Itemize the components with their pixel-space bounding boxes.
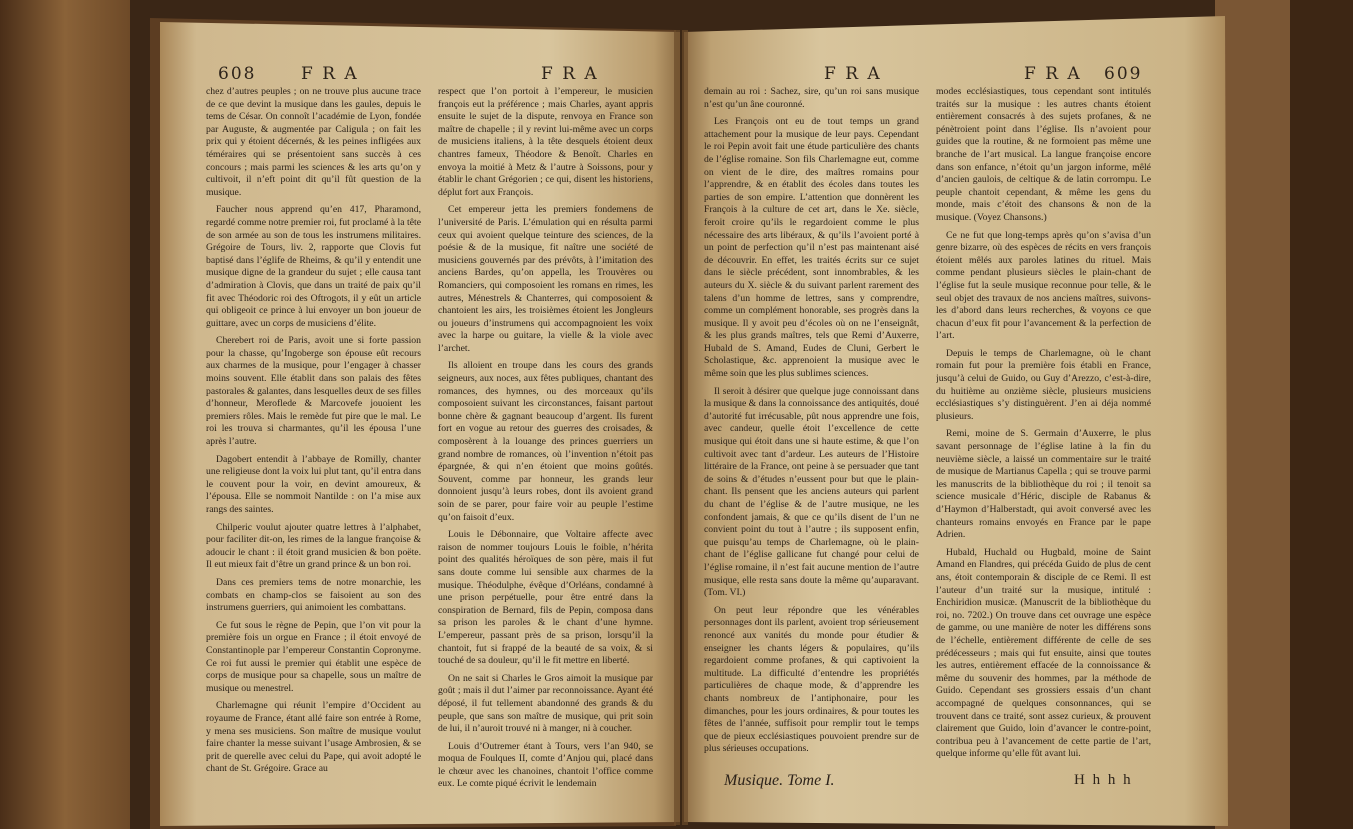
left-column <box>704 86 919 761</box>
paragraph: Depuis le temps de Charlemagne, où le chant romain fut pour la première fois établi en France, jusqu’à celui de Guido, ou Guy d’Arezzo, c’est-à-dire, du huitième au onzième siècle, plusieurs musiciens ecclésiastiques s’y distinguèrent. J’en ai déja nommé plusieurs. <box>936 347 1151 422</box>
running-header-right: F R A <box>1024 64 1082 84</box>
paragraph: Hubald, Huchald ou Hugbald, moine de Saint Amand en Flandres, qui précéda Guido de plus de cent ans, étoit contemporain & disciple de ce Remi. Il est l’auteur d’un traité sur la musique, intitulé : Enchiridion musicæ. (Manuscrit de la bibliothèque du roi, no. 7202.) On trouve dans cet ouvrage une espèce de gamme, ou une manière de noter les différens sons de l’échelle, entièrement différente de celle de ses prédécesseurs ; mais qui fut ensuite, ainsi que toutes les autres, entièrement effacée de la connoissance & même du souvenir des hommes, par la méthode de Guido. Cependant ses grossiers essais d’un chant accompagné de quelques consonnances, qui se trouvent dans ce traité, sont assez curieux, & prouvent clairement que Guido, loin d’avancer le contre-point, contribua peu à l’avancement de cette partie de l’art, quelque informe qu’elle fût avant lui. <box>936 546 1151 760</box>
paragraph: Dagobert entendit à l’abbaye de Romilly, chanter une religieuse dont la voix lui plut tant, qu’il entra dans le couvent pour la voir, en devint amoureux, & l’épousa. Elle se nommoit Nantilde : on l’a mise aux rangs des saintes. <box>206 453 421 515</box>
running-header-right: F R A <box>541 64 599 84</box>
paragraph: chez d’autres peuples ; on ne trouve plus aucune trace de ce que devint la musique dans les gaules, depuis le tems de César. On connoît l’académie de Lyon, fondée par Auguste, & augmentée par Caligula ; on fait les prix qui y étoient décernés, & les peines infligées aux téméraires qui se présentoient sans succès à ces concours ; mais parmi les sciences & les arts qu’on y cultivoit, il n’eft point dit qu’il fût question de la musique. <box>206 86 421 198</box>
paragraph: Chilperic voulut ajouter quatre lettres à l’alphabet, pour faciliter dit-on, les rimes de la langue françoise & adoucir le chant : il étoit grand musicien & bon poëte. Il eut mieux fait d’être un grand prince & un bon roi. <box>206 521 421 571</box>
paragraph: respect que l’on portoit à l’empereur, le musicien françois eut la préférence ; mais Charles, ayant appris ensuite le sujet de la dispute, renvoya en France son maître de chapelle ; il y revint lui-même avec un corps de musiciens italiens, à la tête desquels étoient deux chantres fameux, Théodore & Benoît. Charles en envoya la moitié à Metz & l’autre à Soissons, pour y établir le chant Grégorien ; ce qui, disent les historiens, déplut fort aux François. <box>438 86 653 198</box>
page-number-left: 608 <box>218 64 257 84</box>
paragraph: Dans ces premiers tems de notre monarchie, les combats en champ-clos se faisoient au son des instrumens guerriers, qui animoient les combattans. <box>206 576 421 614</box>
paragraph: Charlemagne qui réunit l’empire d’Occident au royaume de France, étant allé faire son entrée à Rome, y mena ses musiciens. Son maître de musique voulut faire chanter la messe suivant l’usage Ambrosien, & se prit de querelle avec celui du Pape, qui avoit adopté le chant de St. Grégoire. Grace au <box>206 700 421 775</box>
page-number-right: 609 <box>1104 64 1143 84</box>
signature-mark: H h h h <box>1074 772 1133 788</box>
paragraph: Il seroit à désirer que quelque juge connoissant dans la musique & dans la connoissance des antiquités, doué d’autorité fut irrécusable, pût nous apprendre une fois, avec candeur, quelle étoit l’excellence de cette musique qui étoit dans une si haute estime, & que l’on cultivoit avec tant d’ardeur. Les auteurs de l’Histoire littéraire de la France, ont peine à se persuader que tant de soins & d’études n’eussent pour but que le plain-chant. Ils pensent que les anciens auteurs qui parlent du chant de l’église & de l’autre musique, ne les confondent jamais, & que ce qu’ils disent de l’un ne convient point du tout à l’autre ; ils supposent enfin, que puisqu’au temps de Charlemagne, où le plain-chant de l’église gallicane fut changé pour celui de l’église romaine, il n’est fait aucune mention de l’autre musique, elle resta sans doute la même qu’auparavant. (Tom. VI.) <box>704 385 919 599</box>
signature-title: Musique. Tome I. <box>724 772 835 789</box>
right-column <box>936 86 1151 761</box>
paragraph: On peut leur répondre que les vénérables personnages dont ils parlent, avoient trop sérieusement renoncé aux vanités du monde pour étudier & enseigner les chants légers & populaires, qu’ils regardoient comme profanes, & qui captivoient la multitude. La difficulté d’entendre les propriétés particulières de chaque mode, & d’apprendre les chants nombreux de l’antiphonaire, pour les dimanches, pour les jours ordinaires, & pour toutes les fêtes de l’année, suffisoit pour remplir tout le temps que de pieux ecclésiastiques pouvoient prendre sur de plus sérieuses occupations. <box>704 604 919 755</box>
paragraph: Ce ne fut que long-temps après qu’on s’avisa d’un genre bizarre, où des espèces de récits en vers françois étoient mêlés aux paroles latines du rituel. Mais comme pendant plusieurs siècles le plain-chant de l’église fut la seule musique reconnue pour telle, & le seul objet des travaux de nos anciens maîtres, suivons-les d’abord dans leurs recherches, & voyons ce que chacun d’eux fit pour l’avancement & la perfection de l’art. <box>936 229 1151 342</box>
running-header-left: F R A <box>301 64 359 84</box>
paragraph: On ne sait si Charles le Gros aimoit la musique par goût ; mais il dut l’aimer par reconnoissance. Ayant été déposé, il fut tellement abandonné des grands & du peuple, que sans son maître de musique, qui prit soin de lui, il n’auroit trouvé ni à manger, ni à coucher. <box>438 672 653 735</box>
paragraph: modes ecclésiastiques, tous cependant sont intitulés traités sur la musique : les autres chants étoient entièrement consacrés à des sujets profanes, & ne pénètroient point dans l’église. Ils n’avoient pour guides que la routine, & ne formoient pas même une branche de l’art musical. La langue françoise encore dans son enfance, n’étoit qu’un jargon informe, mêlé d’ancien gaulois, de celtique & de latin corrompu. Le peuple chantoit cependant, & même les gens du monde, mais c’étoit des chansons & non de la musique. (Voyez Chansons.) <box>936 86 1151 223</box>
left-page <box>196 52 676 812</box>
running-header-left: F R A <box>824 64 882 84</box>
paragraph: Cet empereur jetta les premiers fondemens de l’université de Paris. L’émulation qui en résulta parmi ceux qui avoient quelque teinture des sciences, de la poésie & de la musique, fit naître une société de musiciens gouvernés par des prévôts, à l’imitation des anciens Bardes, qu’on appella, les Trouvères ou Romanciers, qui composoient les romans en rimes, les autres, Ménestrels & Chanterres, qui composoient & chantoient les airs, les troisièmes étoient les Jongleurs ou joueurs d’instrumens qui accompagnoient les voix avec la harpe ou guitare, la vielle & la viole avec l’archet. <box>438 204 653 354</box>
right-page <box>694 52 1162 812</box>
paragraph: Cherebert roi de Paris, avoit une si forte passion pour la chasse, qu’Ingoberge son épouse eût recours aux charmes de la musique, pour l’engager à chasser moins souvent. Elle établit dans son palais des fêtes pastorales & galantes, dans lesquelles deux de ses filles d’honneur, Meroflede & Marcovefe jouoient les premiers rôles. Mais le remède fut pire que le mal. Le roi les trouva si charmantes, qu’il les épousa l’une après l’autre. <box>206 335 421 448</box>
paragraph: Remi, moine de S. Germain d’Auxerre, le plus savant personnage de l’église latine à la fin du neuvième siècle, a laissé un commentaire sur le traité de musique de Martianus Capella ; qui se trouve parmi les manuscrits de la bibliothèque du roi ; il tenoit sa science musicale d’Héric, disciple de Rabanus & d’Haymon d’Halberstadt, qui avoit conversé avec les chanteurs romains envoyés en France par le pape Adrien. <box>936 428 1151 541</box>
paragraph: Louis d’Outremer étant à Tours, vers l’an 940, se moqua de Foulques II, comte d’Anjou qui, placé dans le chœur avec les chanoines, chantoit l’office comme eux. Le comte piqué écrivit le lendemain <box>438 740 653 790</box>
paragraph: Faucher nous apprend qu’en 417, Pharamond, regardé comme notre premier roi, fut proclamé à la tête de son armée au son de tous les instrumens militaires. Grégoire de Tours, liv. 2, rapporte que Clovis fut baptisé dans l’églife de Rheims, & qu’il y entendit une musique digne de la grandeur du sujet ; elle causa tant d’admiration à Clovis, que dans un traité de paix qu’il fit avec Théodoric roi des Oftrogots, il y eût un article qui obligeoit ce prince à lui envoyer un bon joueur de guittare, avec un corps de musiciens d’élite. <box>206 204 421 329</box>
right-column <box>438 86 653 812</box>
paragraph: Louis le Débonnaire, que Voltaire affecte avec raison de nommer toujours Louis le foible, n’hérita point des qualités héroïques de son père, mais il fut sans doute comme lui sensible aux charmes de la musique. Théodulphe, évêque d’Orléans, condamné à une prison perpétuelle, pour être entré dans la conspiration de Bernard, fils de Pepin, composa dans sa prison les paroles & le chant d’une hymne. L’empereur, passant près de sa prison, lorsqu’il la chantoit, fut si frappé de la beauté de sa voix, & si touché de sa douleur, qu’il le fit mettre en liberté. <box>438 529 653 667</box>
paragraph: Ce fut sous le règne de Pepin, que l’on vit pour la première fois un orgue en France ; il étoit envoyé de Constantinople par l’empereur Constantin Copronyme. Ce roi fut aussi le premier qui établit une espèce de corps de musique pour sa chapelle, sous un maître de musique ou menestrel. <box>206 619 421 694</box>
paragraph: demain au roi : Sachez, sire, qu’un roi sans musique n’est qu’un âne couronné. <box>704 86 919 110</box>
left-column <box>206 86 421 812</box>
paragraph: Ils alloient en troupe dans les cours des grands seigneurs, aux noces, aux fêtes publiques, chantant des romances, des hymnes, ou des morceaux qu’ils composoient suivant les circonstances, faisant partout bonne chère & gagnant beaucoup d’argent. Ils furent fort en vogue au retour des guerres des croisades, & composèrent à la louange des princes guerriers un grand nombre de romances, où l’invention n’étoit pas épargnée, & qui n’en étoient que moins goûtés. Souvent, comme par honneur, les grands leur donnoient jusqu’à leurs robes, dont ils avoient grand soin de se parer, pour faire voir au peuple l’estime qu’on faisoit d’eux. <box>438 360 653 523</box>
paragraph: Les François ont eu de tout temps un grand attachement pour la musique de leur pays. Cependant le roi Pepin avoit fait une étude particulière des chants de l’église romaine. Son fils Charlemagne eut, comme on vient de le dire, des maîtres romains pour l’apprendre, & en établit des écoles dans toutes les parties de son empire. L’attention que donnèrent les François à la culture de cet art, dans le Xe. siècle, feroit croire qu’ils le regardoient comme le plus nécessaire des arts libéraux, & qu’ils l’avoient porté à un point de perfection qu’il n’est pas maintenant aisé de découvrir. En effet, les traités écrits sur ce sujet dans le siècle précédent, sont innombrables, & les auteurs du X. siècle & du suivant parlent rarement des talens d’un homme de lettres, sans y comprendre, comme un complément honorable, ses progrès dans la musique. Il y avoit peu d’écoles où on ne l’enseignât, & les plus grands maîtres, tels que Remi d’Auxerre, Hubald de S. Amand, Eudes de Cluni, Gerbert le Scholastique, &c. apprenoient la musique avec le même soin que les plus sublimes sciences. <box>704 116 919 380</box>
